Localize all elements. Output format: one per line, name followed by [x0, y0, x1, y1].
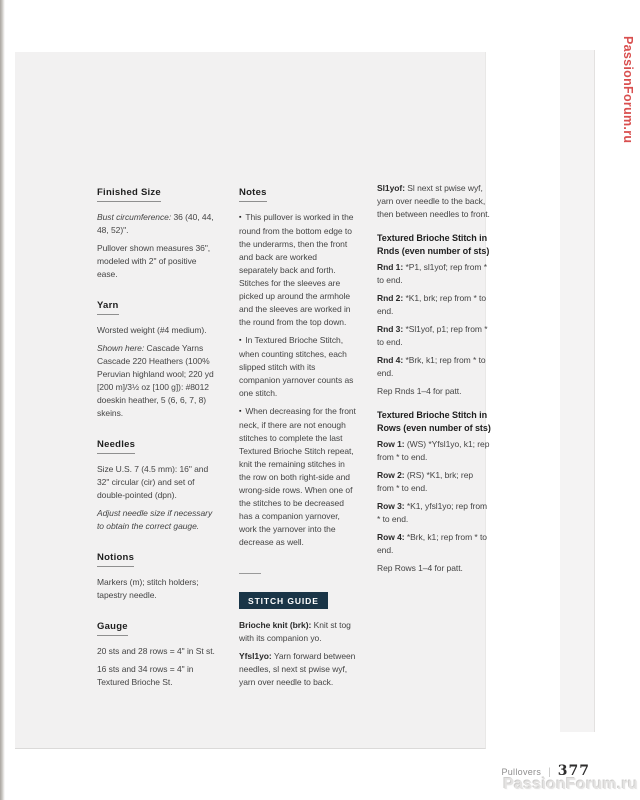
section-heading-text: Needles	[97, 439, 135, 454]
body-paragraph: Yfsl1yo: Yarn forward between needles, sl next st pwise wyf, yarn over needle to back.	[239, 651, 356, 687]
section-heading-text: Notes	[239, 187, 267, 202]
paragraph-lead-in: Rnd 1:	[377, 262, 404, 272]
section-divider	[239, 573, 261, 574]
paragraph-lead-in: Row 1:	[377, 439, 405, 449]
square-bullet-icon: ▪	[239, 214, 244, 221]
note-bullet-item: ▪ When decreasing for the front neck, if there are not enough stitches to complete the last Textured Brioche Stitch repeat, knit the remaining stitches in the row on both right-side and wrong-side rows. When one of the stitches to be decreased has a companion yarnover, work the yarnover into the decrease as well.	[239, 406, 356, 547]
body-paragraph: Row 1: (WS) *Yfsl1yo, k1; rep from * to end.	[377, 439, 490, 462]
column-materials	[97, 182, 216, 694]
watermark-top-right: PassionForum.ru	[621, 36, 635, 144]
section-heading	[97, 295, 216, 315]
body-paragraph: Pullover shown measures 36", modeled with 2" of positive ease.	[97, 243, 211, 279]
body-paragraph: 20 sts and 28 rows = 4" in St st.	[97, 646, 215, 656]
body-paragraph: Rnd 2: *K1, brk; rep from * to end.	[377, 293, 487, 316]
section-heading	[97, 616, 216, 636]
body-paragraph: Row 3: *K1, yfsl1yo; rep from * to end.	[377, 501, 488, 524]
body-paragraph: Size U.S. 7 (4.5 mm): 16" and 32" circular (cir) and set of double-pointed (dpn).	[97, 464, 209, 500]
body-paragraph: Shown here: Cascade Yarns Cascade 220 Heathers (100% Peruvian highland wool; 220 yd [200 m]/3½ oz [100 g]): #8012 doeskin heather, 5 (6, 6, 7, 8) skeins.	[97, 343, 214, 418]
footer-page-number: 377	[557, 763, 590, 779]
footer-section-label: Pullovers	[501, 767, 542, 777]
pattern-page	[15, 52, 491, 749]
stitch-pattern-subheading: Textured Brioche Stitch in Rnds (even number of sts)	[377, 233, 490, 256]
footer-separator: |	[548, 767, 551, 778]
body-paragraph: Bust circumference: 36 (40, 44, 48, 52)".	[97, 212, 214, 235]
stitch-pattern-subheading: Textured Brioche Stitch in Rows (even number of sts)	[377, 410, 491, 433]
section-heading	[97, 434, 216, 454]
body-paragraph: Markers (m); stitch holders; tapestry needle.	[97, 577, 199, 600]
paragraph-lead-in: Yfsl1yo:	[239, 651, 272, 661]
paragraph-lead-in: Rnd 2:	[377, 293, 404, 303]
book-spine-edge	[0, 0, 5, 800]
body-paragraph: Row 2: (RS) *K1, brk; rep from * to end.	[377, 470, 474, 493]
watermark-bottom-right: PassionForum.ru	[503, 776, 638, 793]
paragraph-lead-in: Brioche knit (brk):	[239, 620, 312, 630]
adjacent-page-edge	[560, 50, 595, 732]
square-bullet-icon: ▪	[239, 337, 244, 344]
body-paragraph: Rnd 1: *P1, sl1yof; rep from * to end.	[377, 262, 487, 285]
body-paragraph: Rep Rnds 1–4 for patt.	[377, 386, 462, 396]
stitch-guide-label: STITCH GUIDE	[239, 592, 328, 609]
section-heading	[97, 547, 216, 567]
body-paragraph: Row 4: *Brk, k1; rep from * to end.	[377, 532, 487, 555]
section-heading	[239, 182, 356, 202]
section-heading-text: Notions	[97, 552, 134, 567]
body-paragraph: Brioche knit (brk): Knit st tog with its companion yo.	[239, 620, 351, 643]
section-heading-text: Gauge	[97, 621, 128, 636]
paragraph-lead-in: Rnd 3:	[377, 324, 404, 334]
paragraph-lead-in: Rnd 4:	[377, 355, 404, 365]
note-bullet-item: ▪ This pullover is worked in the round from the bottom edge to the underarms, then the front and back are worked separately back and forth. Stitches for the sleeves are picked up around the armhole and the sleeves are worked in the round from the top down.	[239, 212, 354, 327]
paragraph-lead-in: Row 2:	[377, 470, 405, 480]
section-heading-text: Yarn	[97, 300, 119, 315]
paragraph-lead-in: Row 3:	[377, 501, 405, 511]
body-paragraph: Adjust needle size if necessary to obtain the correct gauge.	[97, 508, 213, 531]
paragraph-lead-in: Shown here:	[97, 343, 145, 353]
body-paragraph: Rep Rows 1–4 for patt.	[377, 563, 463, 573]
note-bullet-item: ▪ In Textured Brioche Stitch, when counting stitches, each slipped stitch with its companion yarnover counts as one stitch.	[239, 335, 354, 398]
body-paragraph: 16 sts and 34 rows = 4" in Textured Brioche St.	[97, 664, 194, 687]
body-paragraph: Worsted weight (#4 medium).	[97, 325, 207, 335]
column-stitch-instructions	[377, 182, 491, 580]
body-paragraph: Sl1yof: Sl next st pwise wyf, yarn over needle to the back, then between needles to front.	[377, 183, 490, 219]
paragraph-lead-in: Bust circumference:	[97, 212, 172, 222]
section-heading	[97, 182, 216, 202]
paragraph-lead-in: Sl1yof:	[377, 183, 405, 193]
body-paragraph: Rnd 3: *Sl1yof, p1; rep from * to end.	[377, 324, 488, 347]
square-bullet-icon: ▪	[239, 408, 244, 415]
section-heading-text: Finished Size	[97, 187, 161, 202]
body-paragraph: Rnd 4: *Brk, k1; rep from * to end.	[377, 355, 486, 378]
column-notes	[239, 182, 356, 694]
paragraph-lead-in: Row 4:	[377, 532, 405, 542]
